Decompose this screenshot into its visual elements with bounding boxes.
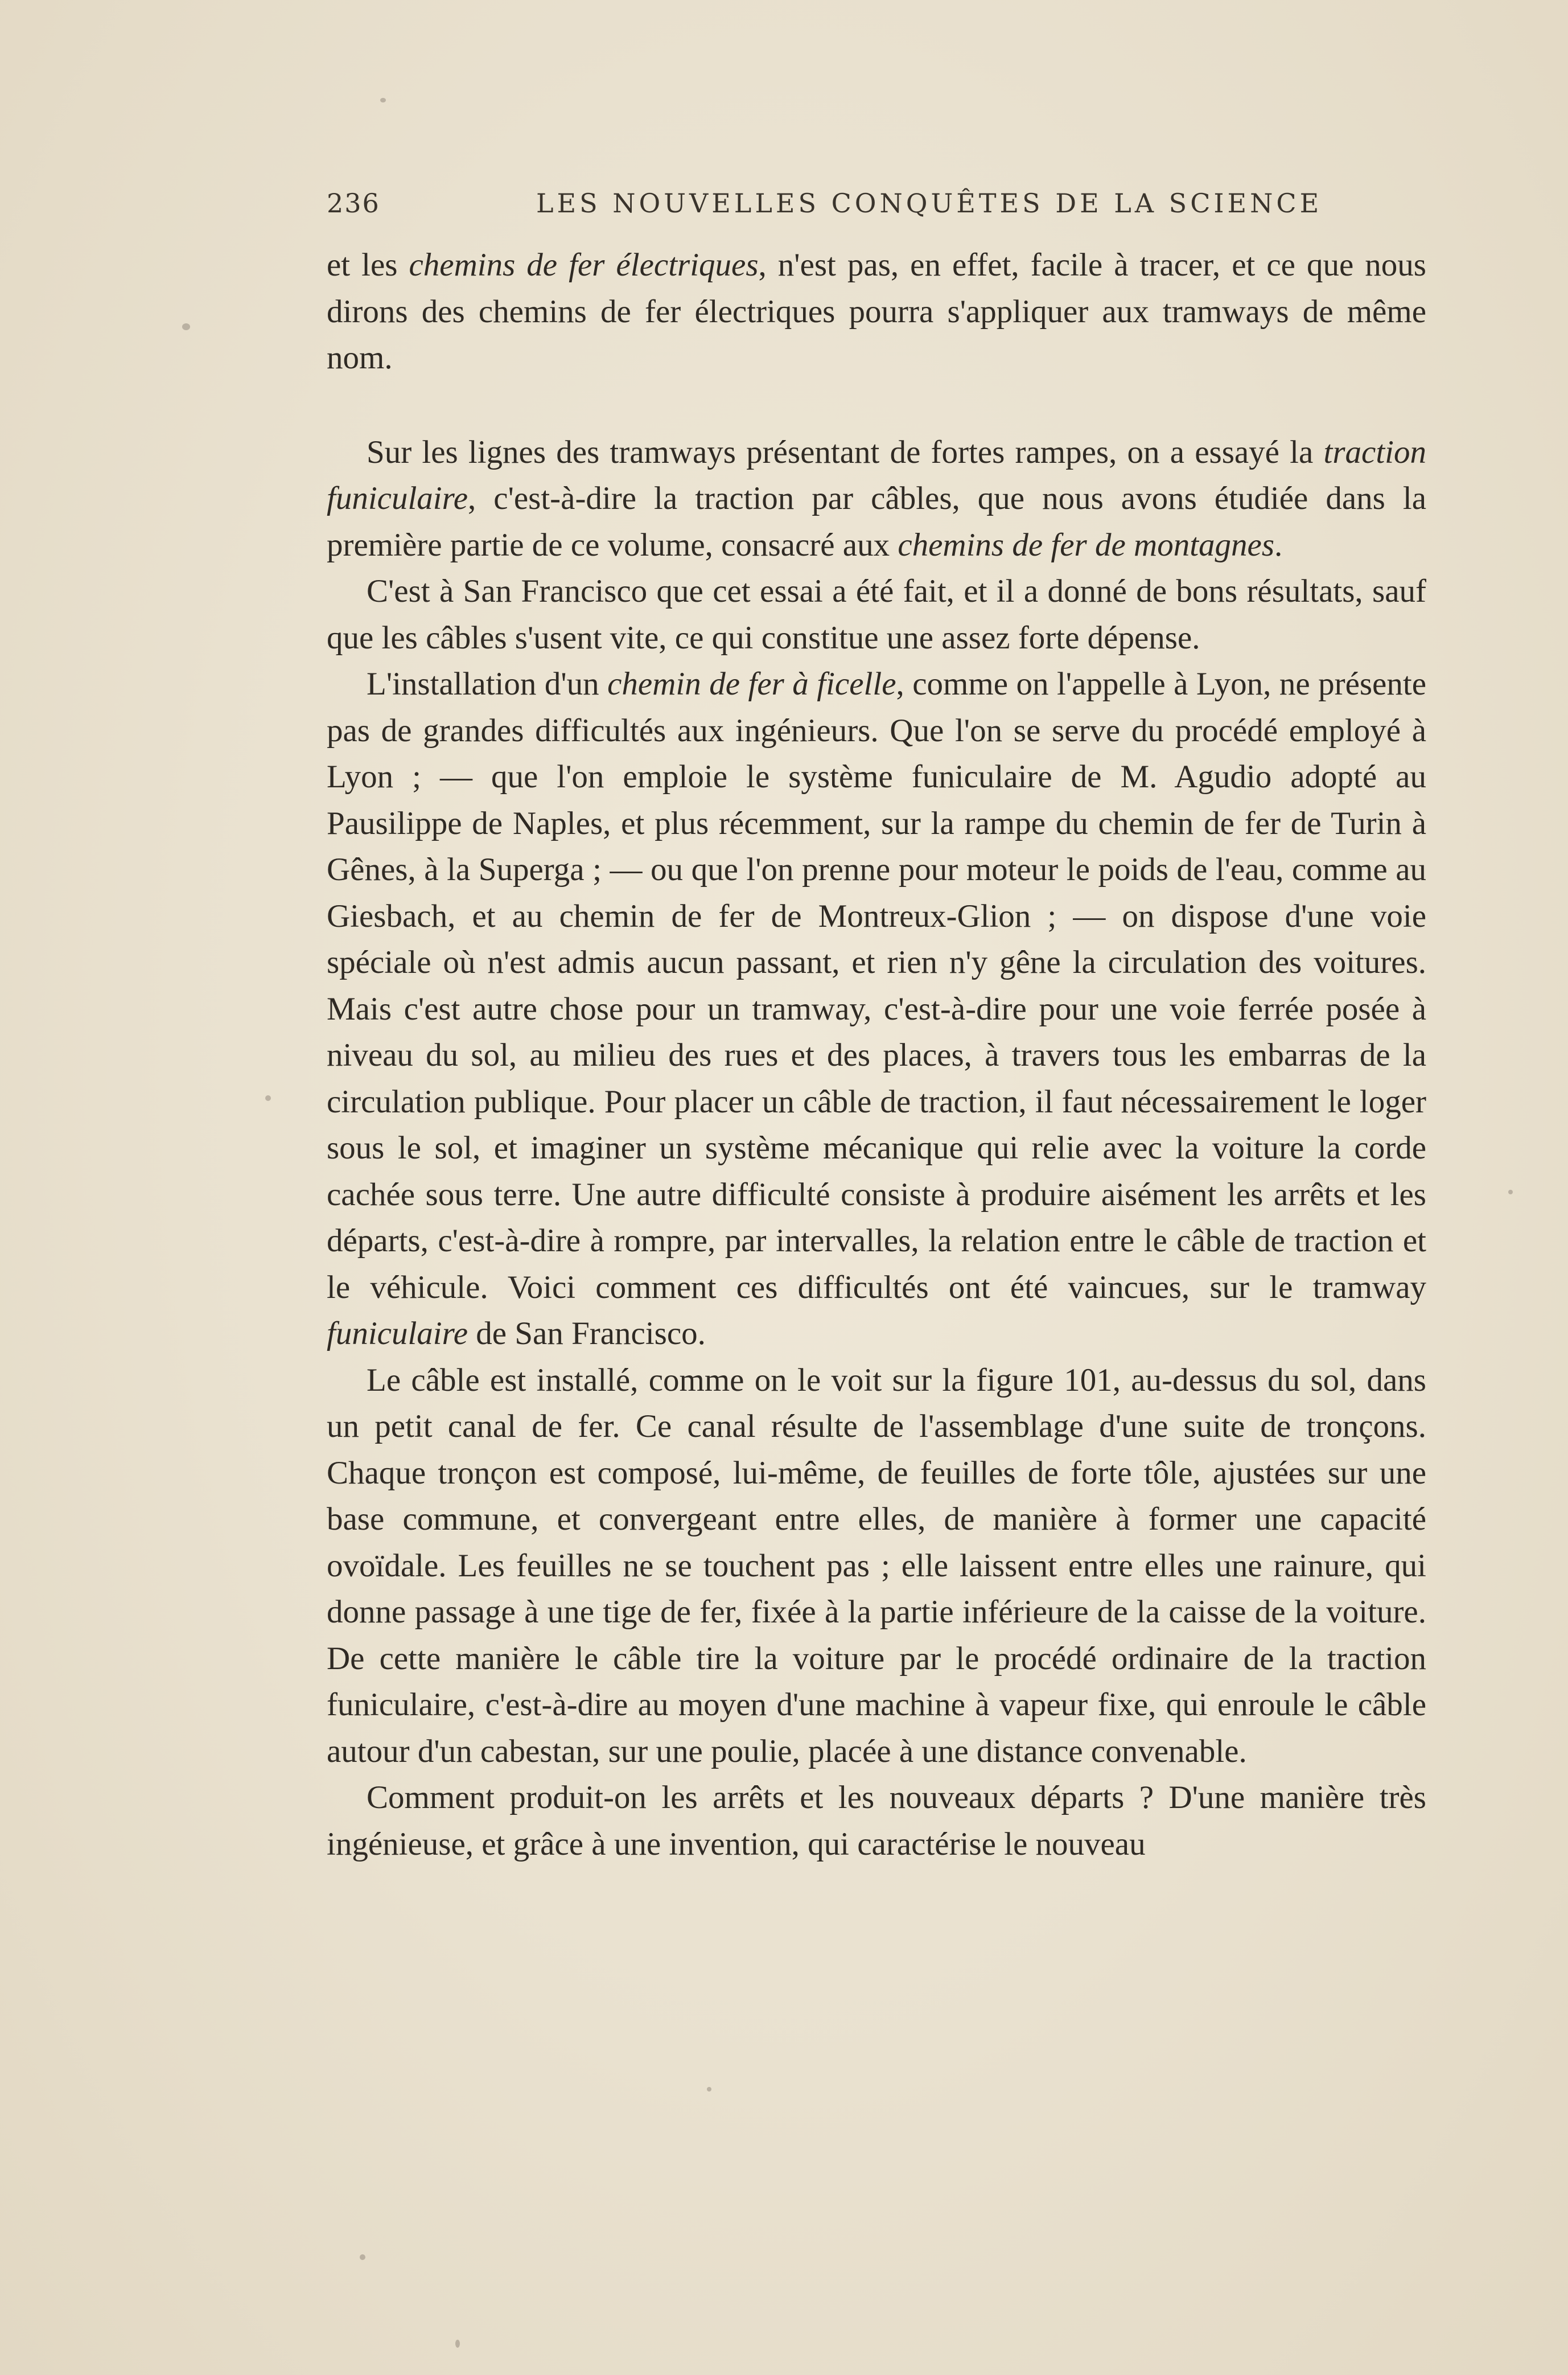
paper-speck — [182, 323, 190, 330]
paragraph-funicular-traction: Sur les lignes des tramways présentant de fortes rampes, on a essayé la traction funiculaire, c'est-à-dire la traction par câbles, que nous avons étudiée dans la première partie de ce volume, consacré aux chemins de fer de montagnes. — [327, 434, 1426, 563]
paragraph-cable: Le câble est installé, comme on le voit sur la figure 101, au-dessus du sol, dans un petit canal de fer. Ce canal résulte de l'assemblage d'une suite de tronçons. Chaque tronçon est composé, lui-même, de feuilles de forte tôle, ajustées sur une base commune, et convergeant entre elles, de manière à former une capacité ovoïdale. Les feuilles ne se touchent pas ; elle laissent entre elles une rainure, qui donne passage à une tige de fer, fixée à la partie inférieure de la caisse de la voiture. De cette manière le câble tire la voiture par le procédé ordinaire de la traction funiculaire, c'est-à-dire au moyen d'une machine à vapeur fixe, qui enroule le câble autour d'un cabestan, sur une poulie, placée à une distance convenable. — [327, 1362, 1426, 1769]
paper-speck — [380, 98, 386, 102]
page-number: 236 — [327, 188, 380, 219]
italic-term: chemins de fer électriques — [409, 247, 759, 283]
paragraph-continuation: et les chemins de fer électriques, n'est pas, en effet, facile à tracer, et ce que nous dirons des chemins de fer électriques pourra s'appliquer aux tramways de même nom. — [327, 247, 1426, 376]
paragraph-san-francisco: C'est à San Francisco que cet essai a été fait, et il a donné de bons résultats, sauf que les câbles s'usent vite, ce qui constitue une assez forte dépense. — [327, 573, 1426, 656]
paper-speck — [1508, 1190, 1513, 1194]
paragraph-installation: L'installation d'un chemin de fer à ficelle, comme on l'appelle à Lyon, ne présente pas de grandes difficultés aux ingénieurs. Que l'on se serve du procédé employé à Lyon ; — que l'on emploie le système funiculaire de M. Agudio adopté au Pausilippe de Naples, et plus récemment, sur la rampe du chemin de fer de Turin à Gênes, à la Superga ; — ou que l'on prenne pour moteur le poids de l'eau, comme au Giesbach, et au chemin de fer de Montreux-Glion ; — on dispose d'une voie spéciale où n'est admis aucun passant, et rien n'y gêne la circulation des voitures. Mais c'est autre chose pour un tramway, c'est-à-dire pour une voie ferrée posée à niveau du sol, au milieu des rues et des places, à travers tous les embarras de la circulation publique. Pour placer un câble de traction, il faut nécessairement le loger sous le sol, et imaginer un système mécanique qui relie avec la voiture la corde cachée sous terre. Une autre difficulté consiste à produire aisément les arrêts et les départs, c'est-à-dire à rompre, par intervalles, la relation entre le câble de traction et le véhicule. Voici comment ces difficultés ont été vaincues, sur le tramway funiculaire de San Francisco. — [327, 666, 1426, 1351]
paper-speck — [360, 2254, 365, 2260]
italic-term: traction funiculaire — [327, 434, 1426, 516]
paragraph-stops: Comment produit-on les arrêts et les nouveaux départs ? D'une manière très ingénieuse, et grâce à une invention, qui caractérise le nouveau — [327, 1780, 1426, 1862]
running-header — [327, 188, 1408, 228]
paper-speck — [707, 2087, 711, 2092]
running-title: LES NOUVELLES CONQUÊTES DE LA SCIENCE — [536, 188, 1323, 219]
paper-speck — [455, 2340, 460, 2348]
italic-term: chemins de fer de montagnes — [898, 527, 1275, 563]
paper-speck — [265, 1095, 271, 1101]
italic-term: chemin de fer à ficelle — [607, 666, 896, 702]
italic-term: funiculaire — [327, 1316, 468, 1351]
body-text — [327, 242, 1426, 1867]
